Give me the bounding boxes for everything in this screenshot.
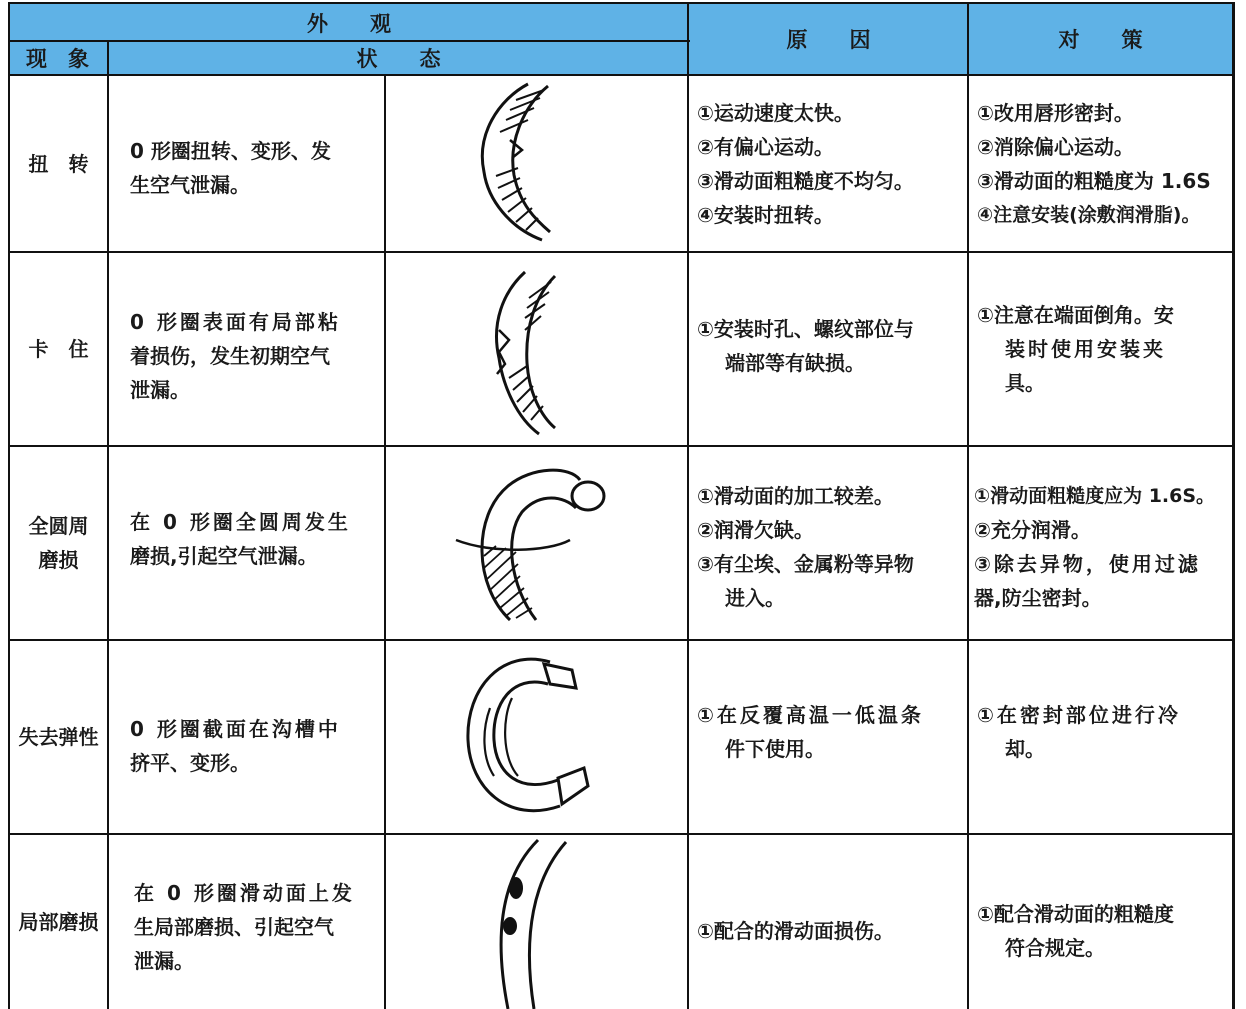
measure-item: ④注意安装(涂敷润滑脂)。 — [977, 204, 1201, 226]
header-state — [109, 42, 688, 74]
row-5-phenomenon — [10, 835, 107, 1009]
row-3-causes — [697, 479, 914, 615]
cause-item: 端部等有缺损。 — [725, 351, 865, 375]
row-5-measures — [977, 897, 1174, 965]
cause-item: ③有尘埃、金属粉等异物 — [697, 552, 914, 576]
flattened-o-ring-icon — [462, 648, 592, 828]
state-line: 着损伤，发生初期空气 — [130, 344, 330, 368]
measure-item: 却。 — [1005, 737, 1045, 761]
header-phenomenon — [10, 42, 108, 74]
row-1-state — [130, 134, 380, 202]
state-line: 0 形圈截面在沟槽中 — [130, 717, 341, 741]
measure-item: ③滑动面的粗糙度为 1.6S — [977, 169, 1211, 193]
measure-item: ②消除偏心运动。 — [977, 135, 1134, 159]
measure-item: 具。 — [1005, 371, 1045, 395]
phenomenon-label: 失去弹性 — [18, 725, 99, 749]
header-cause — [689, 4, 968, 74]
row-3-phenomenon — [10, 447, 107, 639]
state-line: 在 0 形圈滑动面上发 — [134, 881, 355, 905]
measure-item: ①滑动面粗糙度应为 1.6S。 — [974, 485, 1216, 507]
state-line: 磨损,引起空气泄漏。 — [130, 544, 318, 568]
grid-line — [384, 74, 386, 1009]
cause-item: ②有偏心运动。 — [697, 135, 834, 159]
row-1-causes — [697, 96, 914, 232]
grid-line — [687, 2, 689, 1009]
phenomenon-label: 卡 住 — [28, 337, 89, 361]
cause-item: ④安装时扭转。 — [697, 203, 834, 227]
measure-item: 器,防尘密封。 — [974, 586, 1102, 610]
grid-line — [8, 251, 1235, 253]
cause-item: 件下使用。 — [725, 737, 825, 761]
grid-line — [8, 40, 690, 42]
header-measure — [969, 4, 1232, 74]
measure-item: ①注意在端面倒角。安 — [977, 303, 1174, 327]
measure-item: ①在密封部位进行冷 — [977, 703, 1181, 727]
measure-item: ③除去异物，使用过滤 — [974, 552, 1201, 576]
grid-line — [967, 2, 969, 1009]
grid-line — [107, 40, 109, 1009]
grid-line — [8, 445, 1235, 447]
worn-o-ring-icon — [452, 456, 612, 626]
phenomenon-label: 全圆周 — [28, 514, 89, 538]
state-line: 生局部磨损、引起空气 — [134, 915, 334, 939]
grid-line — [8, 833, 1235, 835]
measure-item: ①改用唇形密封。 — [977, 101, 1134, 125]
state-line: 泄漏。 — [130, 378, 190, 402]
row-5-causes — [697, 914, 894, 948]
row-3-state — [130, 505, 380, 573]
cause-item: 进入。 — [725, 586, 785, 610]
row-4-causes — [697, 698, 924, 766]
row-1-measures — [977, 96, 1211, 232]
header-state-label: 状 态 — [356, 47, 441, 71]
state-line: 泄漏。 — [134, 949, 194, 973]
row-5-state — [134, 876, 384, 978]
row-4-phenomenon — [10, 641, 107, 833]
grid-line — [1232, 2, 1235, 1009]
state-line: 生空气泄漏。 — [130, 173, 250, 197]
row-3-measures — [974, 479, 1215, 615]
cause-item: ①运动速度太快。 — [697, 101, 854, 125]
phenomenon-label: 局部磨损 — [18, 910, 99, 934]
grid-line — [8, 639, 1235, 641]
state-line: 0 形圈扭转、变形、发 — [130, 139, 331, 163]
locally-worn-o-ring-icon — [490, 838, 580, 1009]
measure-item: ①配合滑动面的粗糙度 — [977, 902, 1174, 926]
measure-item: 符合规定。 — [1005, 936, 1105, 960]
cause-item: ①配合的滑动面损伤。 — [697, 919, 894, 943]
phenomenon-label: 扭 转 — [28, 151, 89, 176]
row-2-causes — [697, 312, 914, 380]
phenomenon-label: 磨损 — [38, 548, 79, 572]
grid-line — [8, 74, 1235, 76]
header-appearance — [10, 4, 688, 41]
stuck-o-ring-icon — [475, 268, 575, 438]
cause-item: ①滑动面的加工较差。 — [697, 484, 894, 508]
cause-item: ①安装时孔、螺纹部位与 — [697, 317, 914, 341]
cause-item: ③滑动面粗糙度不均匀。 — [697, 169, 914, 193]
row-1-phenomenon — [10, 76, 107, 251]
grid-line — [8, 2, 1235, 4]
measure-item: ②充分润滑。 — [974, 518, 1091, 542]
row-4-measures — [977, 698, 1181, 766]
row-2-phenomenon — [10, 253, 107, 445]
measure-item: 装时使用安装夹 — [1005, 337, 1166, 361]
header-cause-label: 原 因 — [786, 28, 871, 52]
state-line: 在 0 形圈全圆周发生 — [130, 510, 351, 534]
state-line: 0 形圈表面有局部粘 — [130, 310, 341, 334]
twisted-o-ring-icon — [470, 80, 570, 245]
cause-item: ①在反覆高温一低温条 — [697, 703, 924, 727]
row-4-state — [130, 712, 380, 780]
cause-item: ②润滑欠缺。 — [697, 518, 814, 542]
header-measure-label: 对 策 — [1058, 28, 1143, 52]
header-appearance-label: 外 观 — [307, 11, 391, 36]
header-phenomenon-label: 现 象 — [26, 47, 89, 71]
row-2-state — [130, 305, 380, 407]
row-2-measures — [977, 298, 1174, 400]
state-line: 挤平、变形。 — [130, 751, 250, 775]
